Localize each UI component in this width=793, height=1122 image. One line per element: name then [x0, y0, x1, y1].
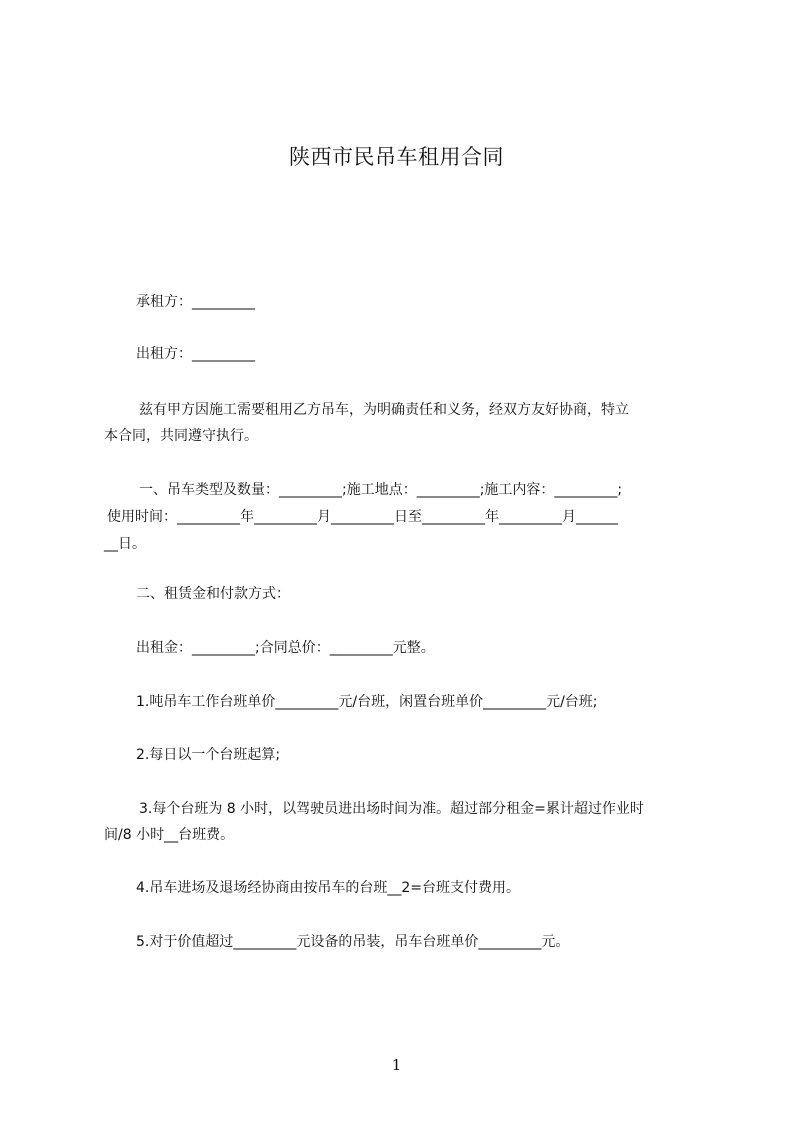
- contract-title: 陕西市民吊车租用合同: [289, 145, 504, 169]
- section1-line-2: 使用时间：_________年_________月_________日至_________年_________月______: [107, 509, 618, 525]
- intro-line-1: 兹有甲方因施工需要租用乙方吊车，为明确责任和义务，经双方友好协商，特立: [139, 402, 629, 418]
- lessee-line: 承租方：_________: [136, 294, 255, 310]
- item-2: 2.每日以一个台班起算;: [136, 747, 281, 763]
- item-3-line-2: 间/8 小时__台班费。: [104, 827, 235, 843]
- lessor-line: 出租方：_________: [136, 346, 255, 362]
- rent-line: 出租金：_________;合同总价：_________元整。: [136, 640, 435, 656]
- item-1: 1.吨吊车工作台班单价_________元/台班，闲置台班单价_________元/台班;: [136, 694, 598, 710]
- section1-line-1: 一、吊车类型及数量：_________;施工地点：_________;施工内容：_________;: [139, 482, 623, 498]
- section1-line-3: __日。: [104, 536, 146, 552]
- item-5: 5.对于价值超过_________元设备的吊装，吊车台班单价_________元。: [136, 934, 570, 950]
- intro-line-2: 本合同，共同遵守执行。: [104, 428, 258, 444]
- page-number: 1: [391, 1056, 402, 1074]
- section2-heading: 二、租赁金和付款方式：: [136, 586, 290, 602]
- item-3-line-1: 3.每个台班为 8 小时，以驾驶员进出场时间为准。超过部分租金=累计超过作业时: [139, 801, 644, 817]
- item-4: 4.吊车进场及退场经协商由按吊车的台班__2=台班支付费用。: [136, 880, 520, 896]
